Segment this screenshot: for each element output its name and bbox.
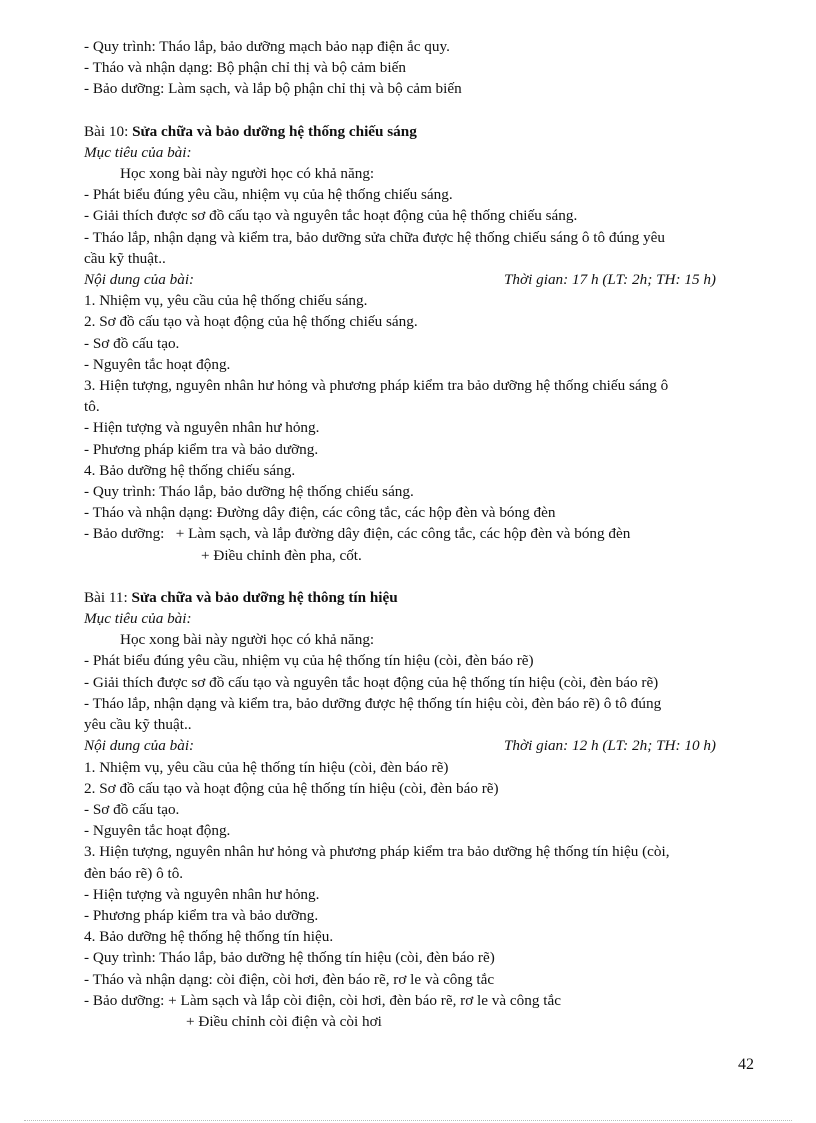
lesson-11-objective: - Tháo lắp, nhận dạng và kiểm tra, bảo dưỡng được hệ thống tín hiệu còi, đèn báo rẽ) ô tô đúng — [84, 694, 662, 712]
document-page — [84, 36, 756, 1032]
lesson-11-time: Thời gian: 12 h (LT: 2h; TH: 10 h) — [503, 737, 716, 755]
lesson-10-content-line: - Phương pháp kiểm tra và bảo dưỡng. — [84, 440, 319, 458]
lesson-10-content-line: - Sơ đồ cấu tạo. — [84, 334, 180, 352]
lesson-11-prefix: Bài 11: — [84, 588, 132, 606]
lesson-10-content-line: 1. Nhiệm vụ, yêu cầu của hệ thống chiếu sáng. — [84, 292, 368, 310]
list-item: - Tháo và nhận dạng: Bộ phận chỉ thị và bộ cảm biến — [84, 59, 406, 77]
lesson-11-heading — [84, 587, 756, 608]
lesson-11-objective: yêu cầu kỹ thuật.. — [84, 716, 192, 734]
lesson-10-objective: - Giải thích được sơ đồ cấu tạo và nguyên tắc hoạt động của hệ thống chiếu sáng. — [84, 207, 578, 225]
lesson-10-section — [84, 121, 756, 566]
lesson-11-content-header — [84, 735, 716, 756]
lesson-11-content-line: 2. Sơ đồ cấu tạo và hoạt động của hệ thống tín hiệu (còi, đèn báo rẽ) — [84, 779, 499, 797]
lesson-10-objective-label: Mục tiêu của bài: — [84, 143, 192, 161]
lesson-11-objective-label: Mục tiêu của bài: — [84, 610, 192, 628]
lesson-11-content-line: - Tháo và nhận dạng: còi điện, còi hơi, đèn báo rẽ, rơ le và công tắc — [84, 970, 495, 988]
lesson-11-content-line: + Điều chỉnh còi điện và còi hơi — [186, 1012, 382, 1030]
lesson-10-content-header — [84, 269, 716, 290]
lesson-11-content-line: 4. Bảo dưỡng hệ thống hệ thống tín hiệu. — [84, 928, 334, 946]
lesson-10-objective: - Tháo lắp, nhận dạng và kiểm tra, bảo dưỡng sửa chữa được hệ thống chiếu sáng ô tô đúng yêu — [84, 228, 665, 246]
top-list — [84, 36, 756, 100]
page-number: 42 — [738, 1056, 754, 1073]
lesson-10-objective: - Phát biểu đúng yêu cầu, nhiệm vụ của hệ thống chiếu sáng. — [84, 186, 453, 204]
lesson-11-objective: - Giải thích được sơ đồ cấu tạo và nguyên tắc hoạt động của hệ thống tín hiệu (còi, đèn báo rẽ) — [84, 673, 659, 691]
lesson-10-intro: Học xong bài này người học có khả năng: — [120, 165, 375, 183]
lesson-11-objective: - Phát biểu đúng yêu cầu, nhiệm vụ của hệ thống tín hiệu (còi, đèn báo rẽ) — [84, 652, 534, 670]
lesson-10-heading — [84, 121, 756, 142]
lesson-10-title: Sửa chữa và bảo dưỡng hệ thống chiếu sáng — [132, 122, 417, 140]
lesson-11-content-line: - Quy trình: Tháo lắp, bảo dưỡng hệ thống tín hiệu (còi, đèn báo rẽ) — [84, 949, 495, 967]
lesson-10-content-line: + Điều chỉnh đèn pha, cốt. — [201, 546, 362, 564]
lesson-11-content-line: - Phương pháp kiểm tra và bảo dưỡng. — [84, 906, 319, 924]
lesson-11-content-line: - Nguyên tắc hoạt động. — [84, 822, 231, 840]
lesson-10-content-line: - Bảo dưỡng: + Làm sạch, và lắp đường dây điện, các công tắc, các hộp đèn và bóng đèn — [84, 525, 631, 543]
lesson-10-time: Thời gian: 17 h (LT: 2h; TH: 15 h) — [503, 271, 716, 289]
list-item: - Quy trình: Tháo lắp, bảo dưỡng mạch bảo nạp điện ắc quy. — [84, 38, 450, 55]
lesson-10-content-line: - Nguyên tắc hoạt động. — [84, 355, 231, 373]
lesson-11-content-line: 3. Hiện tượng, nguyên nhân hư hỏng và phương pháp kiểm tra bảo dưỡng hệ thống tín hiệu (còi, — [84, 843, 670, 861]
lesson-11-content-line: - Bảo dưỡng: + Làm sạch và lắp còi điện, còi hơi, đèn báo rẽ, rơ le và công tắc — [84, 991, 561, 1009]
lesson-11-content-label: Nội dung của bài: — [84, 737, 195, 755]
lesson-10-content-line: - Quy trình: Tháo lắp, bảo dưỡng hệ thống chiếu sáng. — [84, 483, 414, 501]
lesson-11-content-line: - Hiện tượng và nguyên nhân hư hỏng. — [84, 885, 320, 903]
lesson-10-objective: cầu kỹ thuật.. — [84, 249, 166, 267]
lesson-11-content-line: đèn báo rẽ) ô tô. — [84, 864, 184, 882]
lesson-11-title: Sửa chữa và bảo dưỡng hệ thông tín hiệu — [131, 588, 398, 606]
list-item: - Bảo dưỡng: Làm sạch, và lắp bộ phận chỉ thị và bộ cảm biến — [84, 80, 462, 98]
lesson-10-content-line: 3. Hiện tượng, nguyên nhân hư hỏng và phương pháp kiểm tra bảo dưỡng hệ thống chiếu sáng ô — [84, 377, 669, 395]
lesson-10-content-label: Nội dung của bài: — [84, 271, 195, 289]
lesson-11-content-line: 1. Nhiệm vụ, yêu cầu của hệ thống tín hiệu (còi, đèn báo rẽ) — [84, 758, 449, 776]
lesson-10-content-line: - Tháo và nhận dạng: Đường dây điện, các công tắc, các hộp đèn và bóng đèn — [84, 504, 556, 522]
lesson-11-intro: Học xong bài này người học có khả năng: — [120, 631, 375, 649]
lesson-10-content-line: 2. Sơ đồ cấu tạo và hoạt động của hệ thống chiếu sáng. — [84, 313, 418, 331]
lesson-10-prefix: Bài 10: — [84, 122, 133, 140]
lesson-11-content-line: - Sơ đồ cấu tạo. — [84, 800, 180, 818]
lesson-10-content-line: 4. Bảo dưỡng hệ thống chiếu sáng. — [84, 461, 296, 479]
lesson-10-content-line: - Hiện tượng và nguyên nhân hư hỏng. — [84, 419, 320, 437]
page-bottom-rule — [24, 1120, 792, 1121]
lesson-10-content-line: tô. — [84, 398, 100, 416]
lesson-11-section — [84, 587, 756, 1032]
